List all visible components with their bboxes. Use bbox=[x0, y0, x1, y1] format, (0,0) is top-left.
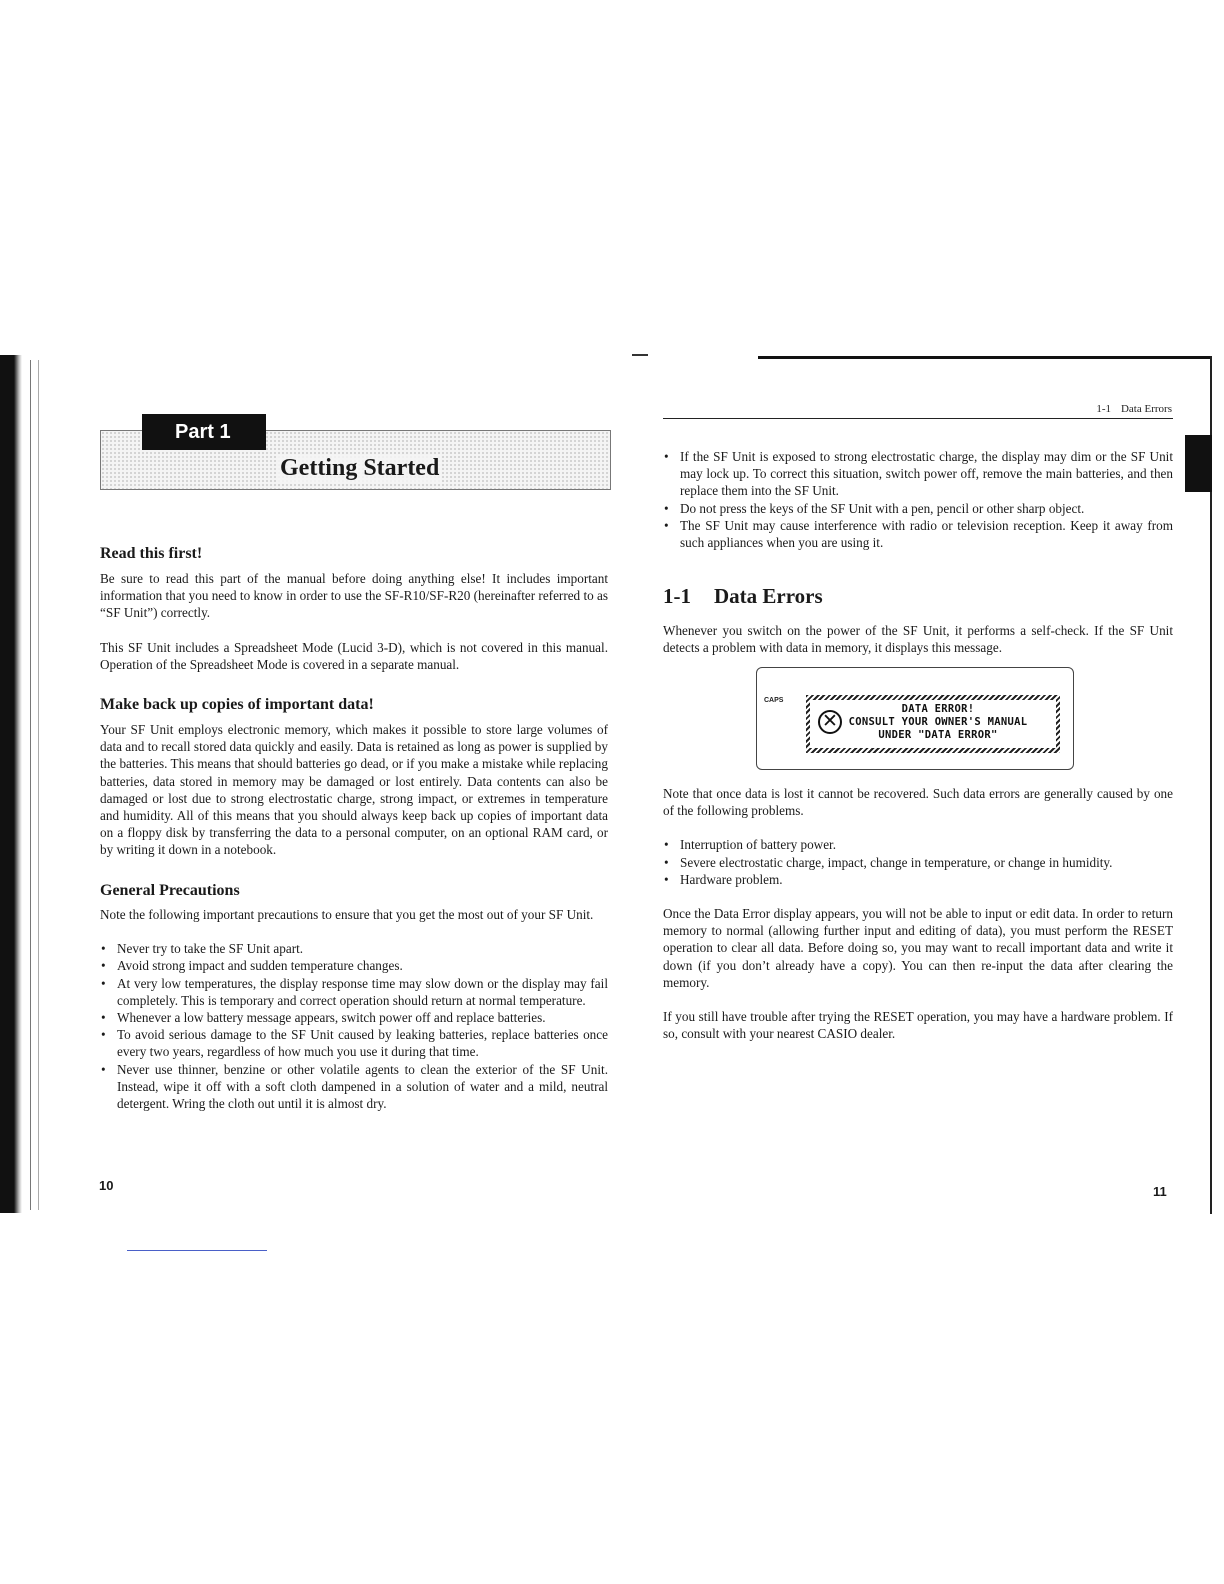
paragraph: Note that once data is lost it cannot be recovered. Such data errors are generally caused by one of the following problems. bbox=[663, 786, 1173, 819]
data-errors-note bbox=[663, 785, 1173, 1042]
section-number: 1-1 bbox=[663, 584, 691, 608]
paragraph: Note the following important precautions to ensure that you get the most out of your SF Unit. bbox=[100, 907, 594, 922]
page-number-right: 11 bbox=[1153, 1184, 1167, 1199]
list-item: • Avoid strong impact and sudden temperature changes. bbox=[100, 957, 608, 974]
lcd-caps-indicator: CAPS bbox=[764, 697, 784, 704]
x-circle-icon: ✕ bbox=[818, 710, 842, 734]
paragraph: If you still have trouble after trying the RESET operation, you may have a hardware problem. If so, consult with your nearest CASIO dealer. bbox=[663, 1009, 1173, 1042]
list-item: • Whenever a low battery message appears, switch power off and replace batteries. bbox=[100, 1009, 608, 1026]
paragraph: Whenever you switch on the power of the SF Unit, it performs a self-check. If the SF Unit detects a problem with data in memory, it displays this message. bbox=[663, 623, 1173, 656]
scan-mark bbox=[632, 354, 648, 356]
lcd-line-2: CONSULT YOUR OWNER'S MANUAL bbox=[848, 716, 1028, 728]
list-item: • To avoid serious damage to the SF Unit caused by leaking batteries, replace batteries once every two years, regardless of how much you use it during that time. bbox=[100, 1026, 608, 1060]
list-item: • If the SF Unit is exposed to strong electrostatic charge, the display may dim or the SF Unit may lock up. To correct this situation, switch power off, remove the main batteries, and then replace them into the SF Unit. bbox=[663, 448, 1173, 500]
scan-mark bbox=[127, 1250, 267, 1251]
precautions-list bbox=[100, 940, 608, 1112]
section-precautions bbox=[100, 906, 608, 1112]
section-heading-backup: Make back up copies of important data! bbox=[100, 696, 374, 713]
section-title: Data Errors bbox=[714, 584, 823, 608]
data-errors-intro bbox=[663, 622, 1173, 656]
lcd-line-1: DATA ERROR! bbox=[901, 703, 975, 715]
part-label: Part 1 bbox=[142, 414, 266, 450]
running-head-title: Data Errors bbox=[1120, 403, 1172, 415]
list-item: • Never use thinner, benzine or other volatile agents to clean the exterior of the SF Unit. Instead, wipe it off with a soft cloth dampened in a solution of water and a mild, neutral detergent. Wring the cloth out until it is almost dry. bbox=[100, 1061, 608, 1113]
section-backup bbox=[100, 721, 608, 859]
list-item: • Never try to take the SF Unit apart. bbox=[100, 940, 608, 957]
paragraph: This SF Unit includes a Spreadsheet Mode (Lucid 3-D), which is not covered in this manual. Operation of the Spreadsheet Mode is covered in a separate manual. bbox=[100, 639, 608, 672]
header-rule bbox=[663, 418, 1173, 419]
part-title: Getting Started bbox=[280, 455, 440, 481]
thumb-tab bbox=[1185, 435, 1212, 492]
paragraph: Your SF Unit employs electronic memory, which makes it possible to store large volumes of data and to recall stored data quickly and easily. Data is retained as long as power is supplied by the batteries. This means that should batteries go dead, or if you make a mistake while replacing batteries, data stored in memory may be damaged or lost entirely. Data contents can also be damaged or lost due to strong electrostatic charge, strong impact, or extremes in temperature and humidity. All of this means that you should always keep back up copies of important data on a floppy disk by transferring the data to a personal computer, on an optional RAM card, or by writing it down in a notebook. bbox=[100, 722, 608, 858]
list-item: • Severe electrostatic charge, impact, change in temperature, or change in humidity. bbox=[663, 854, 1173, 871]
top-rule bbox=[758, 356, 1212, 359]
list-item: • Hardware problem. bbox=[663, 871, 1173, 888]
section-read-first bbox=[100, 570, 608, 673]
precautions-list-continued bbox=[663, 448, 1173, 551]
binding-edge bbox=[0, 355, 22, 1213]
paragraph: Once the Data Error display appears, you will not be able to input or edit data. In order to return memory to normal (allowing further input and editing of data), you must perform the RESET operation to clear all data. Before doing so, you may want to recall important data and write it down (if you don’t already have a copy). You can then re-input the data after clearing the memory. bbox=[663, 906, 1173, 990]
page-number-left: 10 bbox=[99, 1178, 114, 1193]
binding-line bbox=[38, 360, 39, 1210]
list-item: • Do not press the keys of the SF Unit with a pen, pencil or other sharp object. bbox=[663, 500, 1173, 517]
running-head-number: 1-1 bbox=[1096, 403, 1111, 415]
top-precautions bbox=[663, 448, 1173, 551]
running-head bbox=[1096, 403, 1172, 415]
paragraph: Be sure to read this part of the manual before doing anything else! It includes important information that you need to know in order to use the SF-R10/SF-R20 (hereinafter referred to as “SF Unit”) correctly. bbox=[100, 571, 608, 621]
lcd-line-3: UNDER "DATA ERROR" bbox=[878, 729, 998, 741]
list-item: • Interruption of battery power. bbox=[663, 836, 1173, 853]
list-item: • At very low temperatures, the display response time may slow down or the display may fail completely. This is temporary and correct operation should return at normal temperature. bbox=[100, 975, 608, 1009]
section-heading-read-first: Read this first! bbox=[100, 545, 203, 562]
section-heading-precautions: General Precautions bbox=[100, 882, 240, 899]
binding-line bbox=[30, 360, 31, 1210]
causes-list bbox=[663, 836, 1173, 888]
list-item: • The SF Unit may cause interference with radio or television reception. Keep it away from such appliances when you are using it. bbox=[663, 517, 1173, 551]
